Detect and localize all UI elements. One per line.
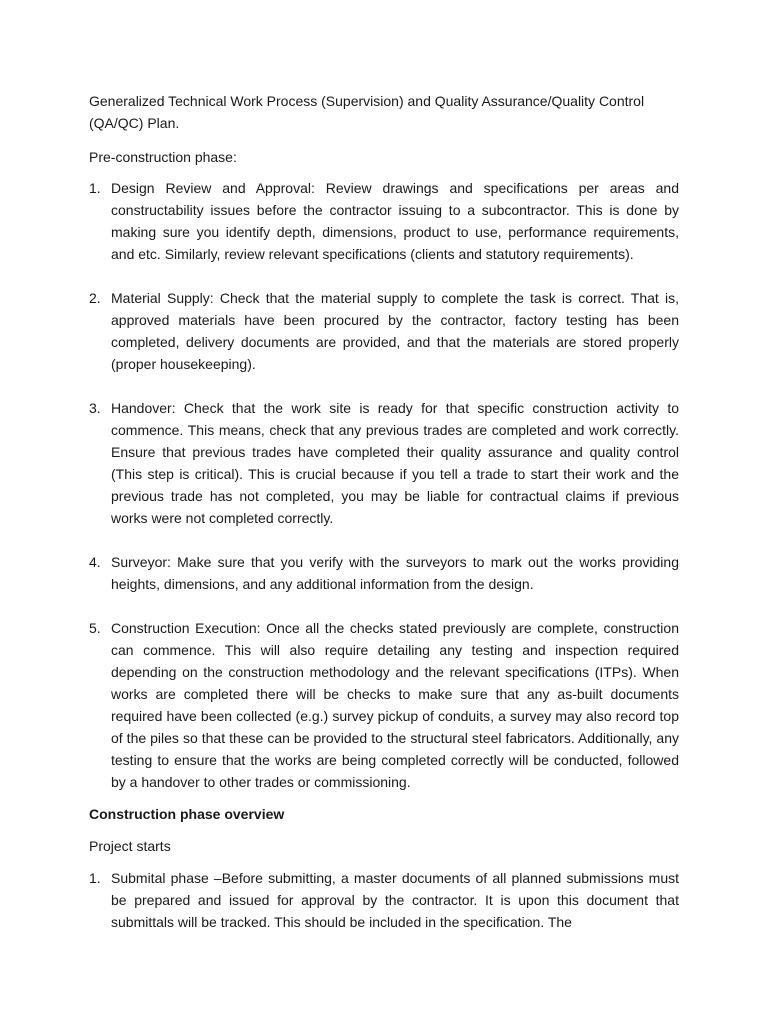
preconstruction-heading: Pre-construction phase: <box>89 149 237 165</box>
construction-phase-heading: Construction phase overview <box>89 806 285 822</box>
preconstruction-list <box>89 177 679 793</box>
construction-list <box>89 867 679 933</box>
list-item-number: 2. <box>89 290 101 306</box>
list-item-text: Design Review and Approval: Review drawings and specifications per areas and constructability issues before the contractor issuing to a subcontractor. This is done by making sure you identify depth, dimensions, product to use, performance requirements, and etc. Similarly, review relevant specifications (clients and statutory requirements). <box>111 180 679 262</box>
list-item-text: Construction Execution: Once all the checks stated previously are complete, construction can commence. This will also require detailing any testing and inspection required depending on the construction methodology and the relevant specifications (ITPs). When works are completed there will be checks to make sure that any as-built documents required have been collected (e.g.) survey pickup of conduits, a survey may also record top of the piles so that these can be provided to the structural steel fabricators. Additionally, any testing to ensure that the works are being completed correctly will be conducted, followed by a handover to other trades or commissioning. <box>111 620 679 790</box>
list-item-number: 1. <box>89 870 101 886</box>
document-body <box>89 90 679 933</box>
list-item <box>89 617 679 793</box>
list-item-number: 1. <box>89 180 101 196</box>
document-title: Generalized Technical Work Process (Supervision) and Quality Assurance/Quality Control (QA/QC) Plan. <box>89 93 645 131</box>
list-item <box>89 867 679 933</box>
list-item-text: Submital phase –Before submitting, a master documents of all planned submissions must be prepared and issued for approval by the contractor. It is upon this document that submittals will be tracked. This should be included in the specification. The <box>111 870 679 930</box>
list-item <box>89 551 679 595</box>
list-item-number: 4. <box>89 554 101 570</box>
list-item <box>89 397 679 529</box>
list-item-number: 3. <box>89 400 101 416</box>
project-starts-label: Project starts <box>89 838 171 854</box>
list-item <box>89 287 679 375</box>
list-item-number: 5. <box>89 620 101 636</box>
list-item-text: Material Supply: Check that the material supply to complete the task is correct. That is, approved materials have been procured by the contractor, factory testing has been completed, delivery documents are provided, and that the materials are stored properly (proper housekeeping). <box>111 290 679 372</box>
list-item-text: Handover: Check that the work site is ready for that specific construction activity to commence. This means, check that any previous trades are completed and work correctly. Ensure that previous trades have completed their quality assurance and quality control (This step is critical). This is crucial because if you tell a trade to start their work and the previous trade has not completed, you may be liable for contractual claims if previous works were not completed correctly. <box>111 400 679 526</box>
list-item <box>89 177 679 265</box>
list-item-text: Surveyor: Make sure that you verify with the surveyors to mark out the works providing heights, dimensions, and any additional information from the design. <box>111 554 679 592</box>
